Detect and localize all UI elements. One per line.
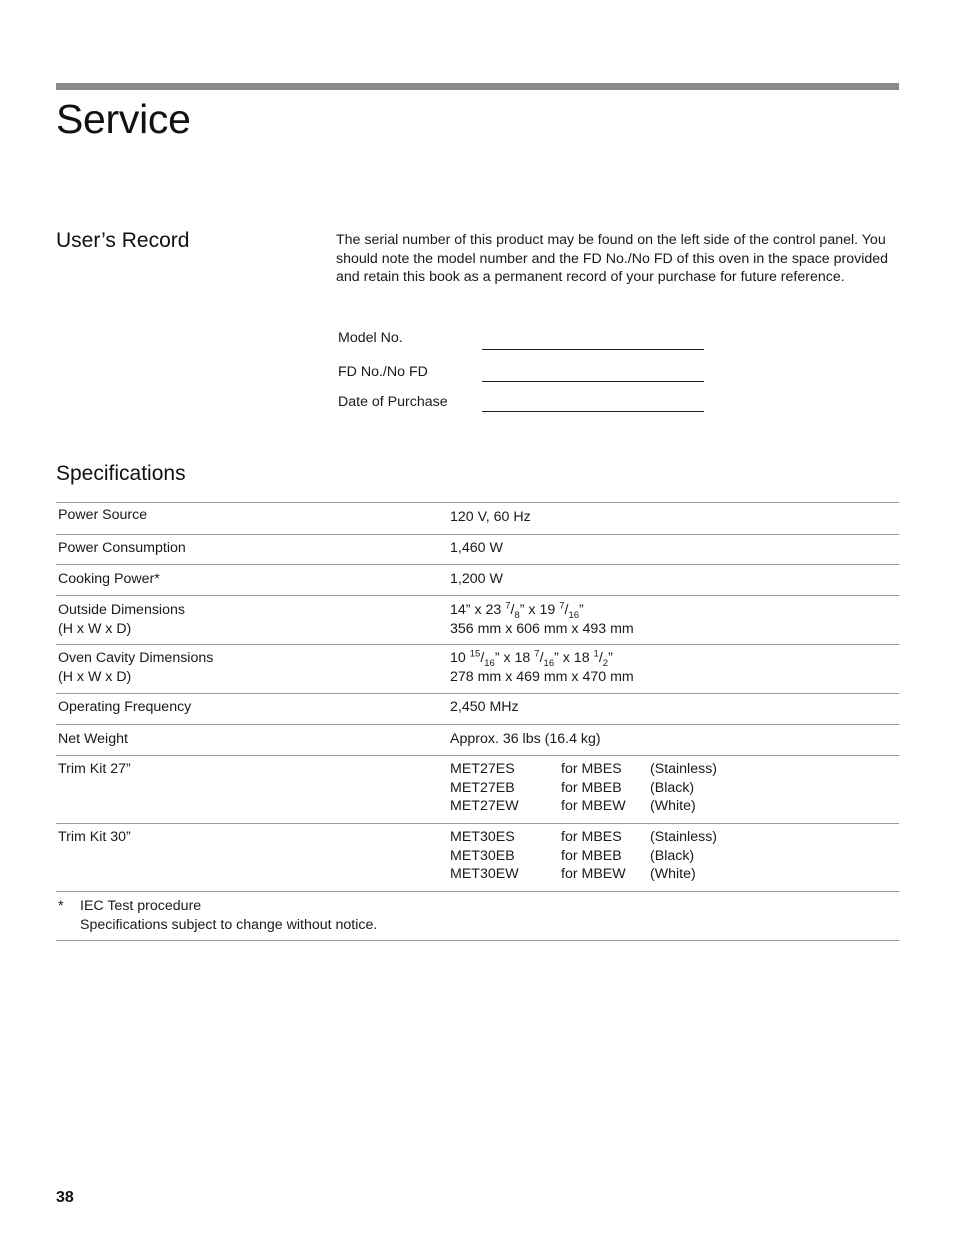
trim-model: MET27EB — [450, 779, 515, 796]
trim-kit-list — [450, 760, 895, 816]
date-of-purchase-line — [482, 411, 704, 412]
spec-label: Operating Frequency — [58, 699, 192, 715]
spec-value — [450, 601, 895, 638]
trim-kit-list — [450, 828, 895, 884]
spec-value — [450, 649, 895, 686]
trim-for: for MBEW — [561, 866, 626, 882]
trim-for: for MBES — [561, 761, 622, 777]
trim-finish: (White) — [650, 866, 696, 882]
spec-value: 2,450 MHz — [450, 699, 519, 715]
spec-value: 120 V, 60 Hz — [450, 509, 531, 525]
spec-label-line: (H x W x D) — [58, 668, 132, 685]
trim-model: MET27EW — [450, 798, 519, 814]
trim-for: for MBEB — [561, 779, 622, 796]
spec-row-trim-kit-27 — [56, 756, 899, 824]
footnote-line: IEC Test procedure — [80, 898, 202, 914]
spec-value-metric-line: 356 mm x 606 mm x 493 mm — [450, 620, 634, 637]
model-no-label: Model No. — [338, 330, 403, 346]
spec-value-metric-line: 278 mm x 469 mm x 470 mm — [450, 668, 634, 685]
spec-label: Power Source — [58, 507, 148, 523]
spec-footnote — [56, 892, 899, 941]
footnote-line: Specifications subject to change without notice. — [80, 916, 378, 933]
trim-finish: (Stainless) — [650, 761, 718, 777]
trim-for: for MBEB — [561, 847, 622, 864]
page-title: Service — [56, 96, 191, 142]
trim-finish: (Stainless) — [650, 829, 718, 845]
trim-for: for MBES — [561, 829, 622, 845]
spec-label — [58, 601, 438, 638]
top-rule — [56, 83, 899, 90]
spec-label: Trim Kit 30” — [58, 829, 131, 845]
users-record-heading: User’s Record — [56, 229, 190, 252]
spec-value: 1,460 W — [450, 540, 503, 556]
trim-finish: (Black) — [650, 847, 695, 864]
specifications-table — [56, 502, 899, 941]
spec-value-fraction-line: 10 $^{15}/_{16}$” x 18 $^7/_{16}$” x 18 $^1/_2$” — [450, 648, 613, 669]
footnote-text — [80, 897, 377, 934]
spec-row-power-source — [56, 503, 899, 535]
footnote-mark: * — [58, 898, 64, 914]
spec-value-fraction-line: 14” x 23 $^7/_8$” x 19 $^7/_{16}$” — [450, 600, 584, 621]
spec-label: Net Weight — [58, 731, 128, 747]
users-record-intro: The serial number of this product may be found on the left side of the control panel. You should note the model number and the FD No./No FD of this oven in the space provided and retain this book as a permanent record of your purchase for future reference. — [336, 232, 889, 286]
trim-for: for MBEW — [561, 798, 626, 814]
trim-model: MET30EW — [450, 866, 519, 882]
spec-row-oven-cavity-dimensions — [56, 645, 899, 694]
date-of-purchase-label: Date of Purchase — [338, 394, 448, 410]
spec-label — [58, 649, 438, 686]
fd-no-line — [482, 381, 704, 382]
spec-label-line: Oven Cavity Dimensions — [58, 650, 214, 666]
spec-row-operating-frequency — [56, 694, 899, 725]
spec-value: 1,200 W — [450, 571, 503, 587]
spec-value: Approx. 36 lbs (16.4 kg) — [450, 731, 601, 747]
spec-row-power-consumption — [56, 535, 899, 565]
spec-row-net-weight — [56, 725, 899, 756]
fd-no-label: FD No./No FD — [338, 364, 428, 380]
trim-model: MET27ES — [450, 761, 515, 777]
spec-label-line: Outside Dimensions — [58, 602, 185, 618]
model-no-line — [482, 349, 704, 350]
trim-finish: (White) — [650, 798, 696, 814]
spec-label-line: (H x W x D) — [58, 620, 132, 637]
page-number: 38 — [56, 1189, 74, 1206]
specifications-heading: Specifications — [56, 462, 186, 485]
trim-finish: (Black) — [650, 779, 695, 796]
spec-row-cooking-power — [56, 565, 899, 596]
spec-label: Trim Kit 27” — [58, 761, 131, 777]
spec-label: Cooking Power* — [58, 571, 160, 587]
trim-model: MET30ES — [450, 829, 515, 845]
trim-model: MET30EB — [450, 847, 515, 864]
spec-row-trim-kit-30 — [56, 824, 899, 892]
spec-row-outside-dimensions — [56, 596, 899, 645]
spec-label: Power Consumption — [58, 540, 186, 556]
